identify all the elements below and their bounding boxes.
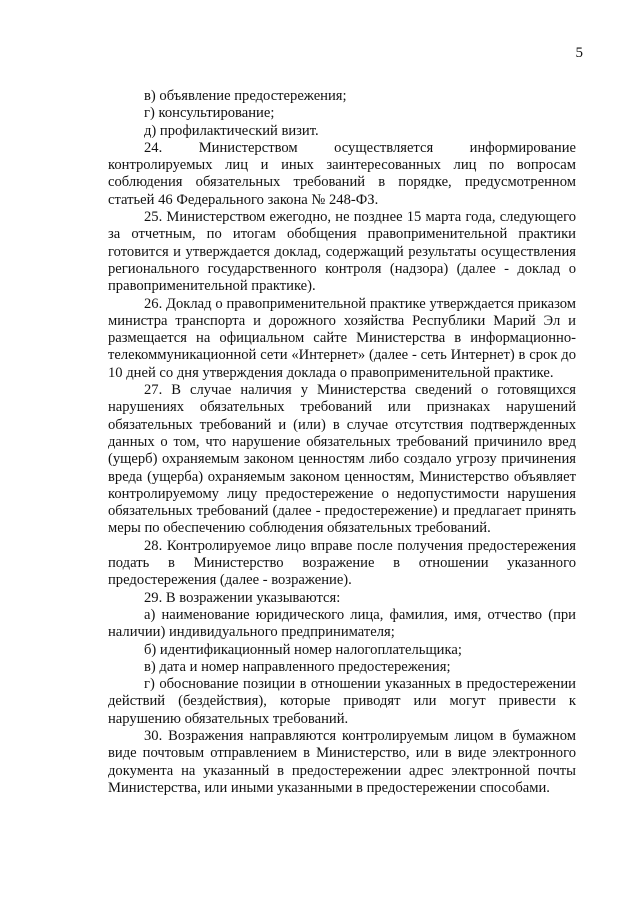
list-item-v: в) объявление предостережения; xyxy=(144,88,347,104)
list-item-d: д) профилактический визит. xyxy=(144,122,319,139)
document-body xyxy=(108,88,576,797)
clause-30: 30. Возражения направляются контролируемым лицом в бумажном виде почтовым отправлением в Министерство, или в виде электронного документа на указанный в предостережении адрес электронной почты Министерства, или иными указанными в предостережении способами. xyxy=(108,727,576,796)
clause-29: 29. В возражении указываются: xyxy=(144,589,341,606)
objection-item-b: б) идентификационный номер налогоплательщика; xyxy=(144,641,462,658)
clause-24: 24. Министерством осуществляется информирование контролируемых лиц и иных заинтересованных лиц по вопросам соблюдения обязательных требований в порядке, предусмотренном статьей 46 Федерального закона № 248-ФЗ. xyxy=(108,139,576,208)
page-number: 5 xyxy=(575,45,583,61)
clause-28: 28. Контролируемое лицо вправе после получения предостережения подать в Министерство возражение в отношении указанного предостережения (далее - возражение). xyxy=(108,537,576,589)
clause-27: 27. В случае наличия у Министерства сведений о готовящихся нарушениях обязательных требований или признаках нарушений обязательных требований и (или) в случае отсутствия подтвержденных данных о том, что нарушение обязательных требований причинило вред (ущерб) охраняемым законом ценностям либо создало угрозу причинения вреда (ущерба) охраняемым законом ценностям, Министерство объявляет контролируемому лицу предостережение о недопустимости нарушения обязательных требований (далее - предостережение) и предлагает принять меры по обеспечению соблюдения обязательных требований. xyxy=(108,382,576,537)
list-item-g: г) консультирование; xyxy=(144,105,275,122)
objection-item-g: г) обоснование позиции в отношении указанных в предостережении действий (бездействия), которые приводят или могут привести к нарушению обязательных требований. xyxy=(108,676,576,727)
objection-item-v: в) дата и номер направленного предостережения; xyxy=(144,658,451,675)
clause-25: 25. Министерством ежегодно, не позднее 15 марта года, следующего за отчетным, по итогам обобщения правоприменительной практики готовится и утверждается доклад, содержащий результаты осуществления регионального государственного контроля (надзора) (далее - доклад о правоприменительной практике). xyxy=(108,209,576,295)
clause-26: 26. Доклад о правоприменительной практике утверждается приказом министра транспорта и дорожного хозяйства Республики Марий Эл и размещается на официальном сайте Министерства в информационно-телекоммуникационной сети «Интернет» (далее - сеть Интернет) в срок до 10 дней со дня утверждения доклада о правоприменительной практике. xyxy=(108,295,576,381)
objection-item-a: а) наименование юридического лица, фамилия, имя, отчество (при наличии) индивидуального предпринимателя; xyxy=(108,606,576,641)
